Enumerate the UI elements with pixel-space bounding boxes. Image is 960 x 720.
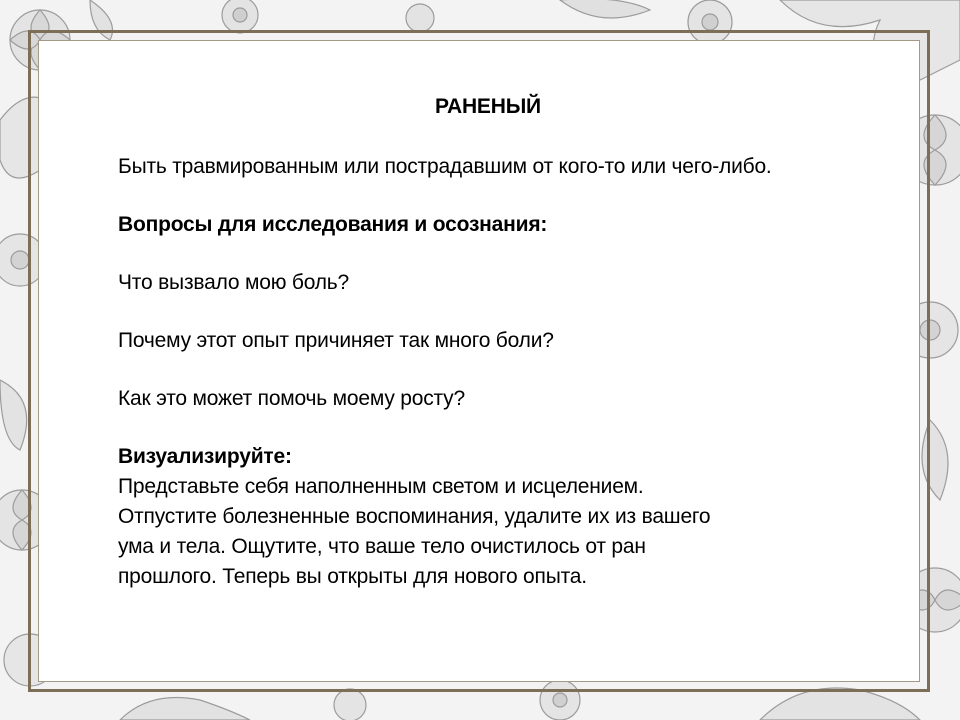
questions-heading: Вопросы для исследования и осознания: (118, 213, 548, 236)
visualize-line-4: прошлого. Теперь вы открыты для нового опыта. (118, 565, 587, 588)
visualize-line-2: Отпустите болезненные воспоминания, удалите их из вашего (118, 505, 711, 528)
question-3: Как это может помочь моему росту? (118, 387, 465, 410)
slide-content (118, 92, 838, 592)
visualize-heading: Визуализируйте: (118, 445, 292, 468)
slide-title: РАНЕНЫЙ (435, 95, 541, 118)
question-1: Что вызвало мою боль? (118, 271, 349, 294)
visualize-line-1: Представьте себя наполненным светом и исцелением. (118, 475, 644, 498)
visualize-line-3: ума и тела. Ощутите, что ваше тело очистилось от ран (118, 535, 646, 558)
question-2: Почему этот опыт причиняет так много боли? (118, 329, 554, 352)
definition-text: Быть травмированным или пострадавшим от кого-то или чего-либо. (118, 155, 772, 178)
visualize-section (118, 442, 838, 592)
